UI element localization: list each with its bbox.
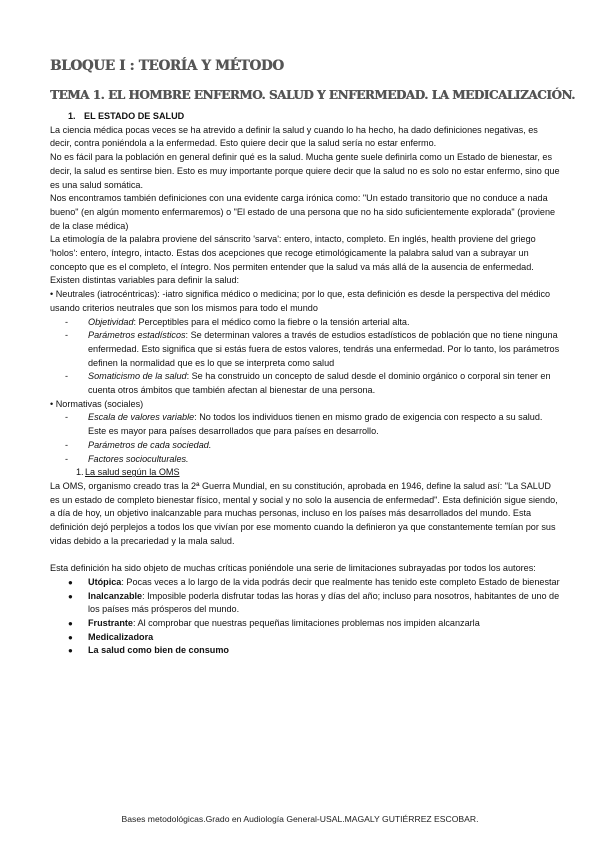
term: Parámetros de cada sociedad. <box>88 439 212 450</box>
description: : Perceptibles para el médico como la fiebre o la tensión arterial alta. <box>133 316 410 327</box>
description: : No todos los individuos tienen en mismo grado de exigencia con respecto a su salud. Este es mayor para países desarrollados que para países en desarrollo. <box>88 412 543 437</box>
paragraph: Nos encontramos también definiciones con una evidente carga irónica como: "Un estado transitorio que no conduce a nada bueno" (en algún momento enfermaremos) o "El estado de una persona que no ha sido suficientemente explorada" (proviene de la clase médica) <box>50 193 556 231</box>
page-footer: Bases metodológicas.Grado en Audiología General-USAL.MAGALY GUTIÉRREZ ESCOBAR. <box>121 814 479 824</box>
subsection-number: 1. <box>76 467 84 478</box>
section-number: 1. <box>68 111 76 121</box>
dash-mark: - <box>65 316 69 327</box>
document-body <box>50 110 560 658</box>
bullet-mark: ● <box>68 619 73 628</box>
list-item-text: Neutrales (iatrocéntricas): -iatro significa médico o medicina; por lo que, esta definición es desde la perspectiva del médico usando criterios neutrales que son los mismos para todo el mundo <box>50 289 551 313</box>
list-subitem <box>50 316 560 330</box>
description: : Se determinan valores a través de estudios estadísticos de población que no tiene ninguna enfermedad. Esto significa que si estás fuera de estos valores, tendrás una enfermedad. Por lo tanto, los parámetros definen la normalidad que es lo que se interpreta como salud <box>88 330 560 368</box>
paragraph: Existen distintas variables para definir la salud: <box>50 275 240 286</box>
term: Escala de valores variable <box>88 412 195 423</box>
bullet-mark: ● <box>68 632 73 642</box>
term: Somaticismo de la salud <box>88 371 187 382</box>
term: Objetividad <box>88 316 134 327</box>
paragraph-oms: La OMS, organismo creado tras la 2ª Guerra Mundial, en su constitución, aprobada en 1946, define la salud así: "La SALUD es un estado de completo bienestar físico, mental y social y no solo la ausencia de enfermedad". Esta definición sigue siendo, a día de hoy, un objetivo inalcanzable para muchas personas, incluso en los países más desarrollados del mundo. Esta definición dejó perplejos a todos los que vivían por ese momento cuando la definieron ya que constantemente temían por sus vidas debido a la precariedad y la mala salud. <box>50 480 558 546</box>
list-item-neutrales <box>50 288 560 315</box>
spacer <box>50 549 560 563</box>
term: La salud como bien de consumo <box>88 645 229 656</box>
subsection-heading <box>50 466 560 480</box>
paragraph-critics-intro: Esta definición ha sido objeto de muchas críticas poniéndole una serie de limitaciones subrayadas por todos los autores: <box>50 563 536 574</box>
paragraph: No es fácil para la población en general definir qué es la salud. Mucha gente suele definirla como un Estado de bienestar, es decir, la salud es sentirse bien. Esto es muy importante porque quiere decir que la salud no es solo no estar enfermo, sino que es una salud somática. <box>50 152 560 190</box>
list-subitem <box>50 411 560 438</box>
bullet-mark: ● <box>68 577 73 587</box>
section-heading <box>50 110 560 124</box>
critic-item <box>50 631 560 645</box>
dash-mark: - <box>65 330 69 341</box>
list-subitem <box>50 370 560 397</box>
critic-item <box>50 617 560 631</box>
list-subitem <box>50 439 560 453</box>
critic-item <box>50 644 560 658</box>
list-item-normativas <box>50 398 560 412</box>
list-subitem <box>50 329 560 370</box>
block-heading: BLOQUE I : TEORÍA Y MÉTODO <box>50 58 284 74</box>
term: Inalcanzable <box>88 590 143 601</box>
paragraph: La etimología de la palabra proviene del sánscrito 'sarva': entero, intacto, completo. En inglés, health proviene del griego 'holos': entero, íntegro, intacto. Estas dos acepciones que recoge etimológicamente la palabra salud van a subrayar un concepto que es el completo, el íntegro. Nos permiten entender que la salud va más allá de la ausencia de enfermedad. <box>50 234 536 272</box>
bullet-mark: • <box>50 398 54 409</box>
critic-item <box>50 590 560 617</box>
term: Frustrante <box>88 618 133 628</box>
subsection-title: La salud según la OMS <box>85 467 180 478</box>
term: Parámetros estadísticos <box>88 330 186 341</box>
term: Factores socioculturales. <box>88 453 189 464</box>
term: Medicalizadora <box>88 631 154 642</box>
critic-item <box>50 576 560 590</box>
paragraph: La ciencia médica pocas veces se ha atrevido a definir la salud y cuando lo ha hecho, ha dado definiciones negativas, es decir, contra poniéndola a la enfermedad. Esto quiere decir que la salud sería no estar enfermo. <box>50 124 538 149</box>
bullet-mark: • <box>50 289 54 300</box>
list-item-text: Normativas (sociales) <box>55 398 144 409</box>
description: : Se ha construido un concepto de salud desde el dominio orgánico o corporal sin tener en cuenta otros ámbitos que también afectan al bienestar de una persona. <box>88 371 551 396</box>
section-title: EL ESTADO DE SALUD <box>84 111 185 121</box>
description: : Al comprobar que nuestras pequeñas limitaciones problemas nos impiden alcanzarla <box>132 618 480 628</box>
bullet-mark: ● <box>68 591 73 601</box>
description: : Pocas veces a lo largo de la vida podrás decir que realmente has tenido este completo Estado de bienestar <box>121 576 560 587</box>
term: Utópica <box>88 576 122 587</box>
dash-mark: - <box>65 371 69 382</box>
dash-mark: - <box>65 439 69 450</box>
topic-heading: TEMA 1. EL HOMBRE ENFERMO. SALUD Y ENFERMEDAD. LA MEDICALIZACIÓN. <box>50 88 575 102</box>
list-subitem <box>50 453 560 467</box>
dash-mark: - <box>65 453 69 464</box>
description: : Imposible poderla disfrutar todas las horas y días del año; incluso para nosotros, habitantes de uno de los países más prósperos del mundo. <box>88 590 560 615</box>
bullet-mark: ● <box>68 646 73 656</box>
dash-mark: - <box>65 412 69 423</box>
